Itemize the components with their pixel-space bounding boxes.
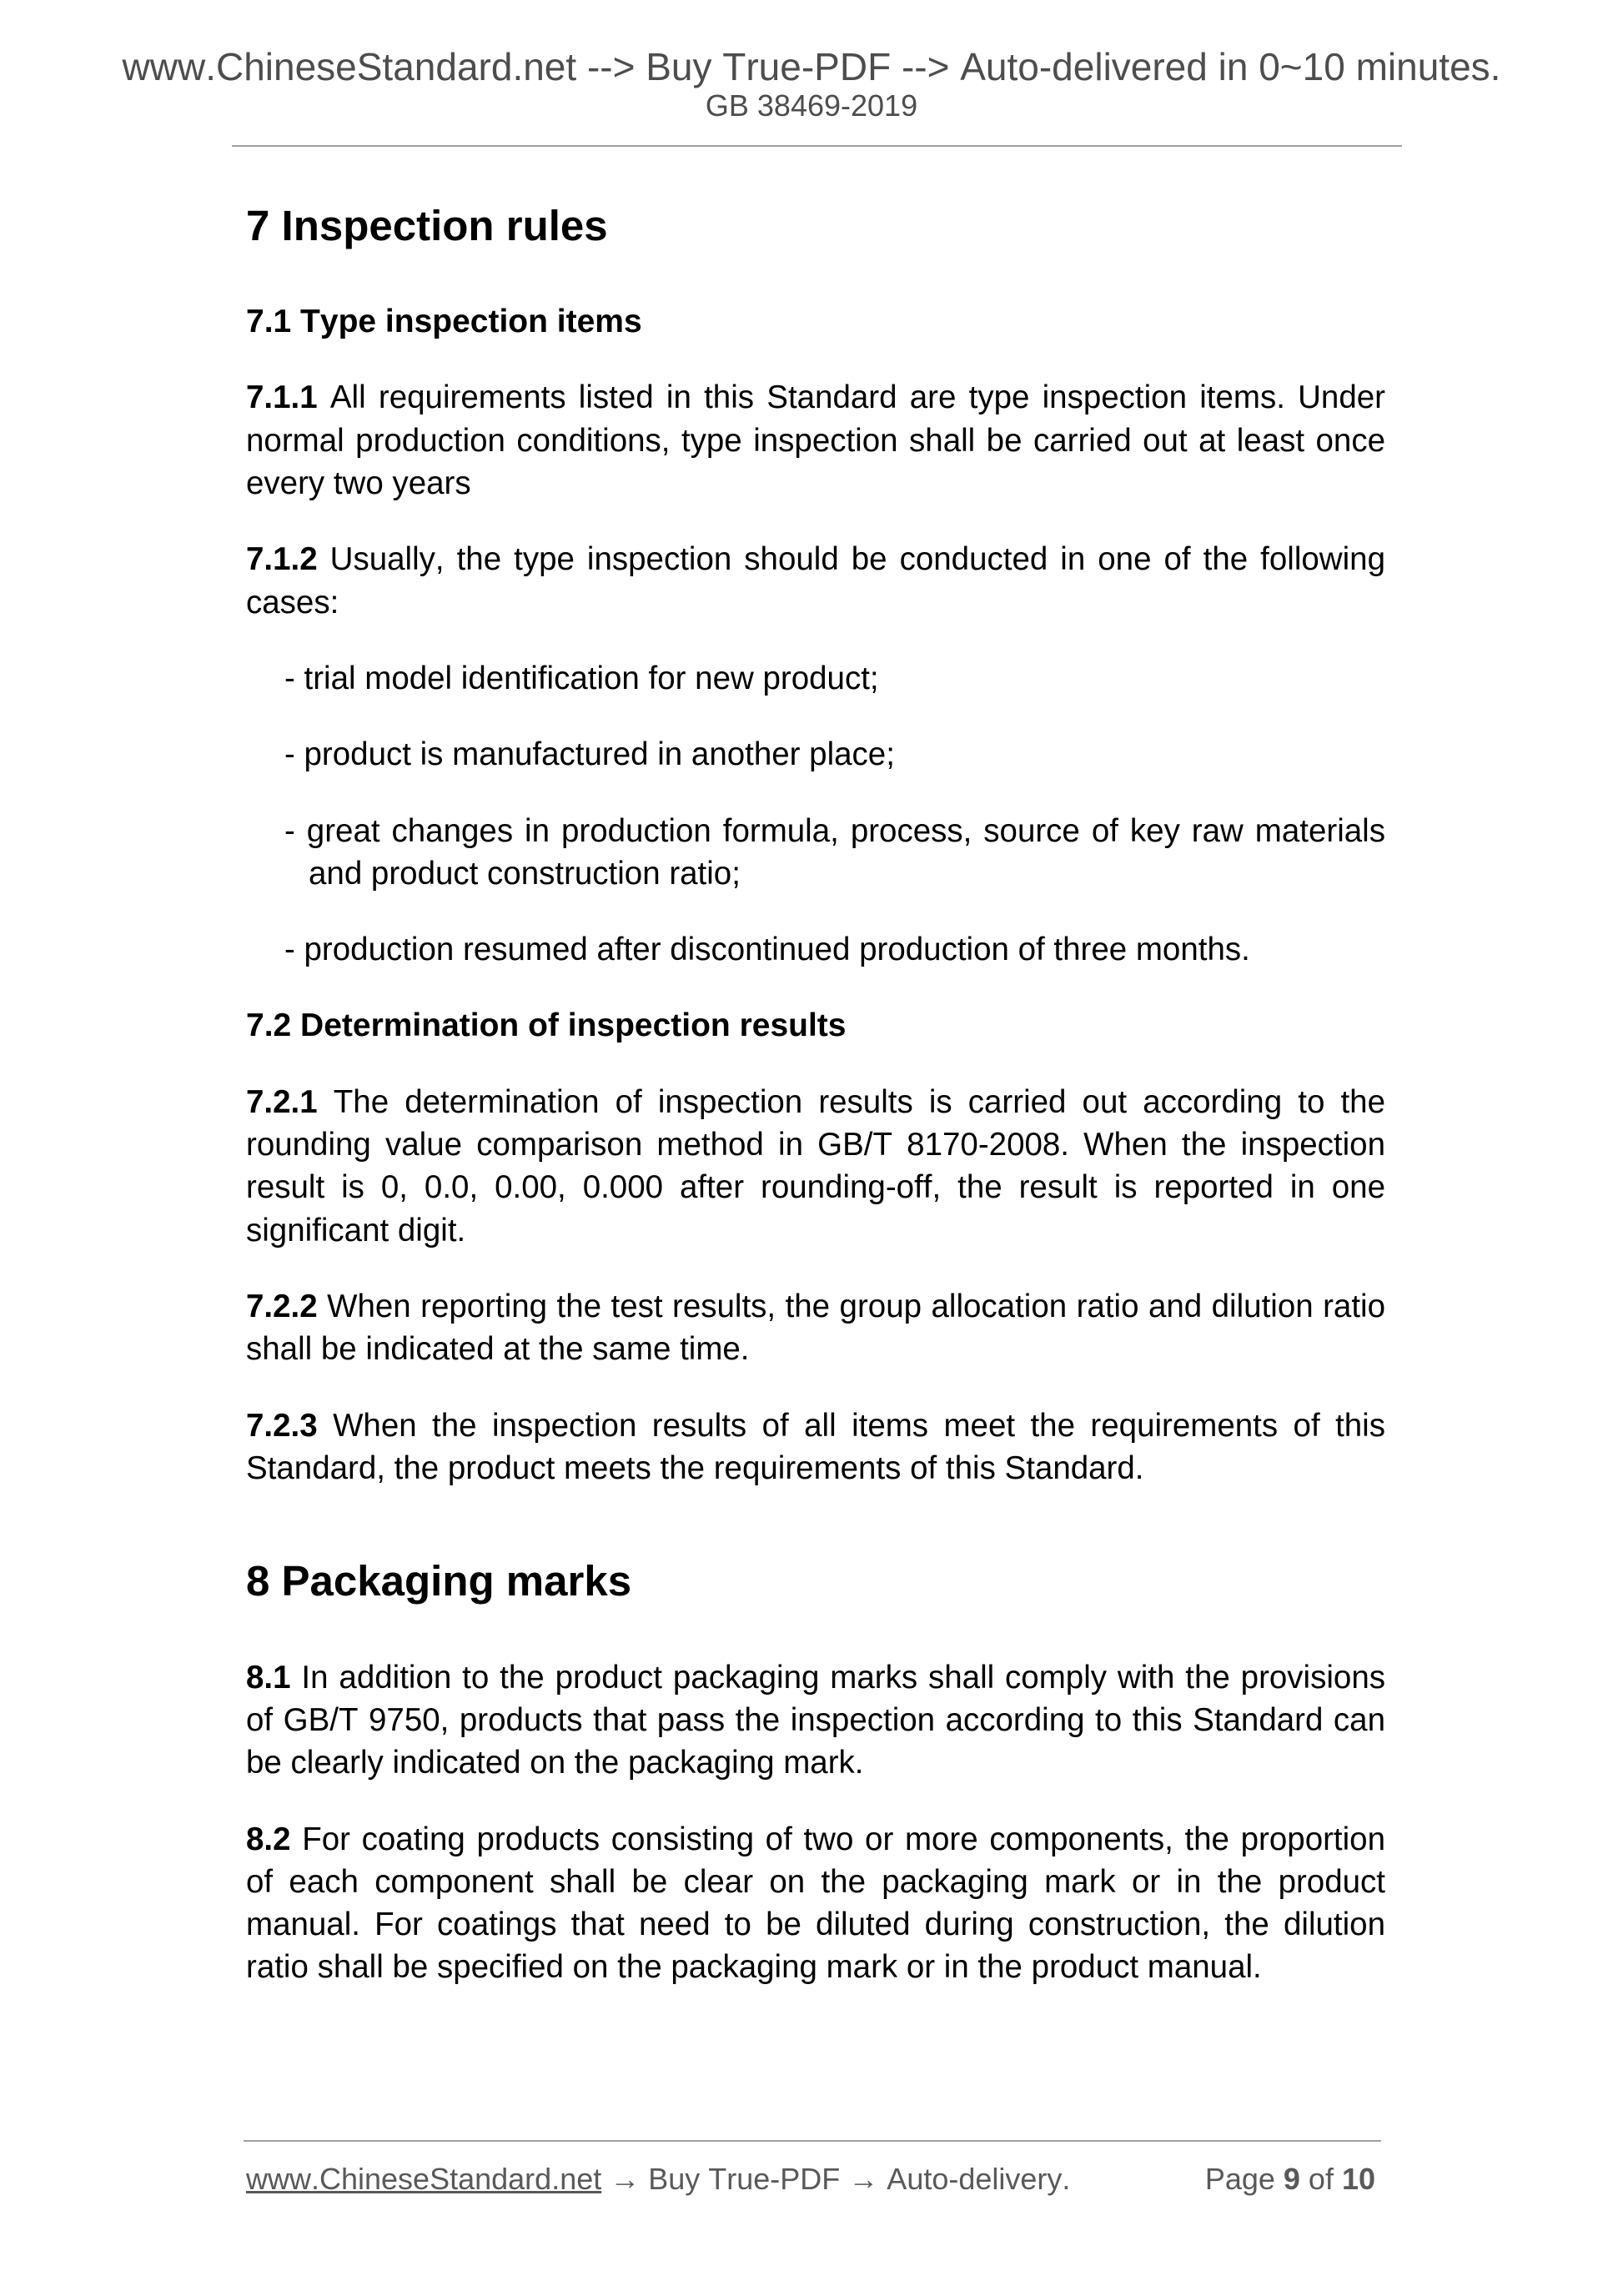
footer-rule [244, 2140, 1381, 2142]
header-rule [232, 145, 1402, 147]
list-item: - production resumed after discontinued production of three months. [284, 932, 1250, 968]
paragraph-text: For coating products consisting of two or more components, the proportion of each component shall be clear on the packaging mark or in the product manual. For coatings that need to be diluted during construction, the dilution ratio shall be specified on the packaging mark or in the product manual. [246, 1821, 1386, 1986]
paragraph-number: 8.1 [246, 1659, 291, 1696]
subsection-title: 7.2 Determination of inspection results [246, 1007, 847, 1044]
paragraph [246, 376, 1385, 505]
paragraph [246, 538, 1385, 624]
footer-trail: → Buy True-PDF → Auto-delivery. [610, 2162, 1071, 2196]
paragraph [246, 1818, 1385, 1989]
list-item: - product is manufactured in another place; [284, 736, 895, 773]
page-of-label: of [1308, 2162, 1334, 2196]
paragraph-number: 8.2 [246, 1821, 291, 1857]
paragraph [246, 1404, 1385, 1490]
header-banner: www.ChineseStandard.net --> Buy True-PDF --> Auto-delivered in 0~10 minutes. [122, 45, 1501, 88]
paragraph-text: All requirements listed in this Standard are type inspection items. Under normal production conditions, type inspection shall be carried out at least once every two years [246, 379, 1385, 502]
paragraph-text: The determination of inspection results is carried out according to the rounding value comparison method in GB/T 8170-2008. When the inspection result is 0, 0.0, 0.00, 0.000 after rounding-off, the result is reported in one significant digit. [246, 1083, 1385, 1248]
paragraph-number: 7.2.2 [246, 1288, 318, 1324]
paragraph-text: Usually, the type inspection should be conducted in one of the following cases: [246, 541, 1385, 620]
paragraph [246, 1656, 1385, 1785]
footer-site-link[interactable]: www.ChineseStandard.net [246, 2162, 602, 2196]
paragraph-text: When reporting the test results, the group allocation ratio and dilution ratio shall be indicated at the same time. [246, 1288, 1385, 1368]
section-title: 7 Inspection rules [246, 201, 608, 249]
paragraph [246, 1081, 1385, 1252]
page-total: 10 [1341, 2162, 1375, 2196]
paragraph-number: 7.1.2 [246, 541, 318, 578]
paragraph-text: When the inspection results of all items meet the requirements of this Standard, the product meets the requirements of this Standard. [246, 1407, 1385, 1486]
page-indicator [1205, 2161, 1375, 2198]
list-item: - great changes in production formula, process, source of key raw materials and product construction ratio; [284, 812, 1385, 892]
paragraph-text: In addition to the product packaging marks shall comply with the provisions of GB/T 9750, products that pass the inspection according to this Standard can be clearly indicated on the packaging mark. [246, 1659, 1385, 1781]
section-title: 8 Packaging marks [246, 1557, 632, 1605]
paragraph-number: 7.2.3 [246, 1407, 318, 1444]
paragraph [246, 1285, 1385, 1371]
subsection-title: 7.1 Type inspection items [246, 304, 642, 340]
document-code: GB 38469-2019 [705, 88, 918, 123]
page-content [246, 201, 1385, 1989]
page-current: 9 [1283, 2162, 1300, 2196]
footer-links [246, 2161, 1070, 2198]
paragraph-number: 7.2.1 [246, 1083, 318, 1120]
page-label: Page [1204, 2162, 1275, 2196]
list-item: - trial model identification for new product; [284, 660, 879, 696]
paragraph-number: 7.1.1 [246, 379, 318, 416]
